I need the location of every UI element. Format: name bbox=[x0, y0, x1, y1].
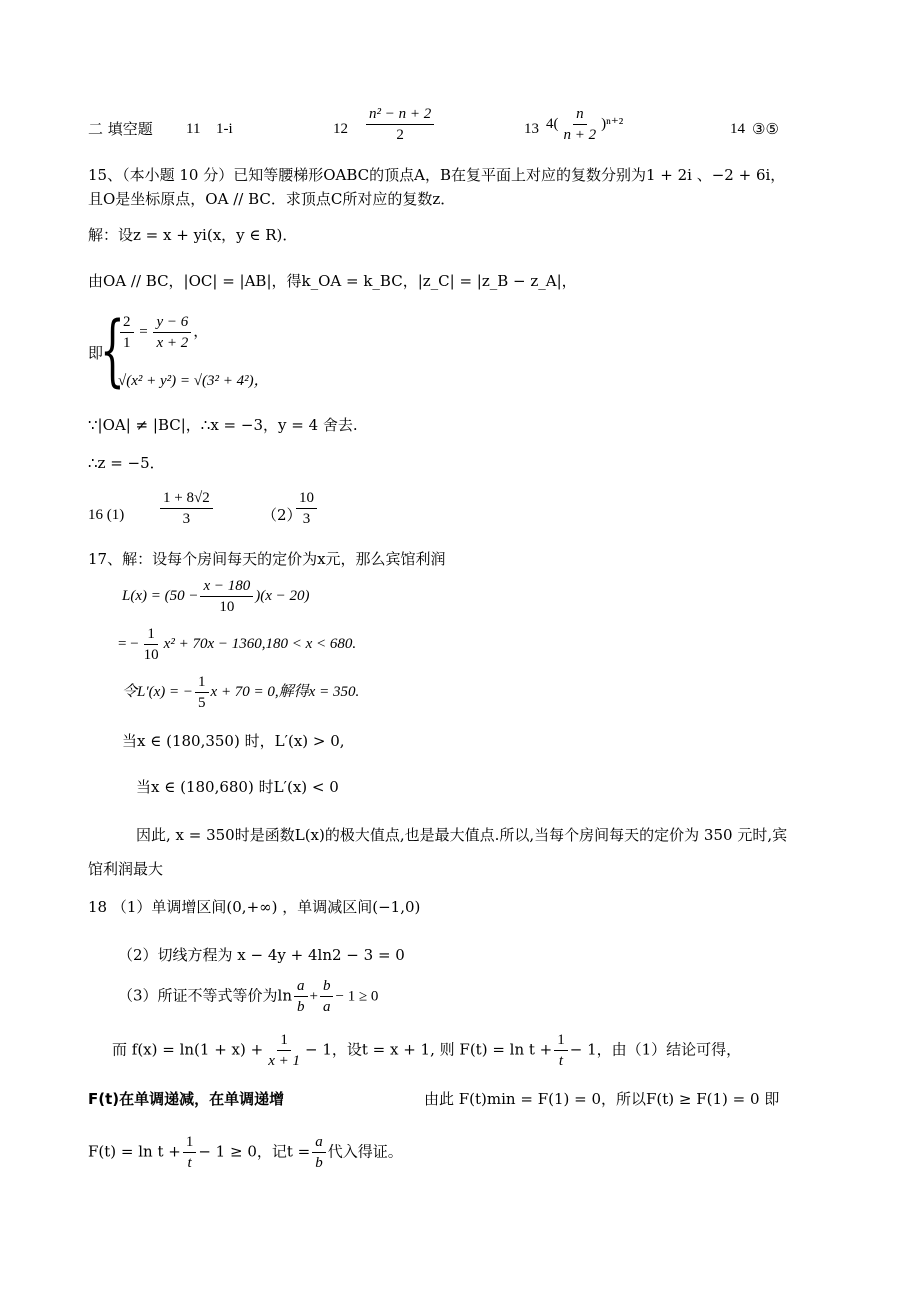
q16-a2-den: 3 bbox=[302, 511, 311, 527]
q13-frac-den: n + 2 bbox=[563, 127, 597, 143]
q18-l3-f1-num: a bbox=[294, 976, 308, 997]
q18-l3-f2-den: a bbox=[322, 999, 331, 1015]
q18-l3-a: （3）所证不等式等价为ln bbox=[118, 986, 293, 1005]
q11-number: 11 bbox=[186, 121, 201, 137]
sys1-lhs-den: 1 bbox=[123, 335, 131, 351]
q18-l4-f2-den: t bbox=[558, 1053, 564, 1069]
q18-l6-f-num: 1 bbox=[183, 1132, 197, 1153]
q18-l6-b: − 1 ≥ 0，记t = bbox=[198, 1142, 311, 1161]
q18-l6-f2-num: a bbox=[312, 1132, 326, 1153]
q14-answer: ③⑤ bbox=[752, 120, 779, 138]
q15-system-eq2: √(x² + y²) = √(3² + 4²)， bbox=[118, 373, 269, 389]
q17-intro: 17、解：设每个房间每天的定价为x元，那么宾馆利润 bbox=[88, 550, 446, 568]
q18-l6-f-den: t bbox=[187, 1155, 192, 1171]
q18-l4-f1-den: x + 1 bbox=[268, 1053, 300, 1069]
q18-l3-b: − 1 ≥ 0 bbox=[335, 988, 379, 1005]
q11-answer: 1-i bbox=[216, 121, 233, 137]
system-brace: { bbox=[100, 306, 125, 396]
sys1-tail: ， bbox=[193, 323, 209, 340]
q18-l3-f1-den: b bbox=[297, 999, 305, 1015]
q17-l2-a: = − bbox=[118, 635, 139, 652]
sys1-lhs-num: 2 bbox=[120, 312, 134, 333]
q18-final bbox=[88, 1132, 403, 1173]
q16-a1-num: 1 + 8√2 bbox=[160, 488, 213, 509]
q18-part2: （2）切线方程为 x − 4y + 4ln2 − 3 = 0 bbox=[118, 946, 405, 964]
fill-blank-title: 二 填空题 bbox=[88, 120, 153, 138]
q14-number: 14 bbox=[730, 121, 745, 137]
q17-l1-b: )(x − 20) bbox=[255, 587, 310, 604]
q18-l3-f2-num: b bbox=[320, 976, 334, 997]
sys1-rhs-num: y − 6 bbox=[153, 312, 191, 333]
q16-answer-2 bbox=[294, 488, 319, 529]
q17-l2-b: x² + 70x − 1360,180 < x < 680. bbox=[163, 635, 357, 652]
q18-l4-a: 而 f(x) = ln(1 + x) + bbox=[112, 1040, 264, 1059]
q15-solution-1: 解：设z = x + yi(x，y ∈ R)． bbox=[88, 226, 298, 244]
q15-solution-3: ∵|OA| ≠ |BC|，∴x = −3，y = 4 舍去. bbox=[88, 416, 358, 434]
q18-l4-c: − 1，由（1）结论可得， bbox=[569, 1040, 742, 1059]
q18-l4-b: − 1，设t = x + 1, 则 F(t) = ln t + bbox=[304, 1040, 553, 1059]
q13-coef: 4( bbox=[546, 115, 559, 132]
q17-l3-den: 5 bbox=[198, 695, 206, 711]
q17-conclusion-line2: 馆利润最大 bbox=[88, 860, 164, 878]
q17-l2-den: 10 bbox=[143, 647, 159, 663]
q13-exp: )ⁿ⁺² bbox=[601, 115, 624, 132]
q18-min-value: 由此 F(t)min = F(1) = 0，所以F(t) ≥ F(1) = 0 即 bbox=[424, 1090, 780, 1108]
q15-solution-4: ∴z = −5． bbox=[88, 454, 165, 472]
q17-increasing: 当x ∈ (180,350) 时，L′(x) > 0, bbox=[122, 732, 345, 750]
q15-solution-2: 由OA // BC，|OC| = |AB|，得k_OA = k_BC，|z_C| = |z_B − z_A|， bbox=[88, 272, 577, 290]
q17-l1-a: L(x) = (50 − bbox=[122, 587, 199, 604]
q16-number: 16 (1) bbox=[88, 507, 125, 523]
q17-l1-den: 10 bbox=[219, 599, 235, 615]
q17-derivative bbox=[122, 672, 359, 713]
q12-number: 12 bbox=[333, 121, 348, 137]
q17-l3-a: 令L′(x) = − bbox=[122, 683, 194, 700]
q18-l6-c: 代入得证。 bbox=[327, 1142, 403, 1161]
q12-numerator: n² − n + 2 bbox=[366, 104, 434, 125]
q12-answer bbox=[364, 104, 436, 145]
q17-l1-num: x − 180 bbox=[200, 576, 253, 597]
q17-l3-num: 1 bbox=[195, 672, 209, 693]
q16-a2-num: 10 bbox=[296, 488, 317, 509]
q16-part2-label: （2） bbox=[262, 506, 302, 524]
q13-answer bbox=[546, 104, 623, 145]
q13-number: 13 bbox=[524, 121, 539, 137]
q17-l3-b: x + 70 = 0,解得x = 350. bbox=[210, 683, 360, 700]
q17-decreasing: 当x ∈ (180,680) 时L′(x) < 0 bbox=[136, 778, 339, 796]
q15-system-eq1: $\frac{2}{1}$ = $\frac{y - 6}{x + 2}$ ， bbox=[118, 312, 208, 353]
q17-conclusion-line1: 因此, x = 350时是函数L(x)的极大值点,也是最大值点.所以,当每个房间每天的定价为 350 元时,宾 bbox=[136, 826, 788, 844]
q18-l6-a: F(t) = ln t + bbox=[88, 1142, 181, 1161]
q18-part1: 18 （1）单调增区间(0,+∞) ，单调减区间(−1,0) bbox=[88, 898, 421, 916]
q18-monotonic-note: F(t)在单调递减，在单调递增 bbox=[88, 1090, 285, 1108]
q16-answer-1 bbox=[158, 488, 215, 529]
q18-l6-f2-den: b bbox=[315, 1155, 323, 1171]
q15-system-prefix: 即 bbox=[88, 344, 104, 362]
q17-profit-formula bbox=[122, 576, 310, 617]
q18-part3 bbox=[118, 976, 378, 1017]
q13-frac-num: n bbox=[573, 104, 587, 125]
q15-statement-line1: 15、（本小题 10 分）已知等腰梯形OABC的顶点A，B在复平面上对应的复数分别为1 + 2i 、−2 + 6i， bbox=[88, 166, 786, 184]
q18-l4-f1-num: 1 bbox=[277, 1030, 291, 1051]
q17-l2-num: 1 bbox=[144, 624, 158, 645]
sys1-rhs-den: x + 2 bbox=[156, 335, 189, 351]
q18-part3-derivation bbox=[112, 1030, 741, 1071]
q18-l3-mid: + bbox=[309, 988, 318, 1005]
q12-denominator: 2 bbox=[396, 127, 404, 143]
q15-statement-line2: 且O是坐标原点，OA // BC．求顶点C所对应的复数z． bbox=[88, 190, 456, 208]
q18-l4-f2-num: 1 bbox=[554, 1030, 568, 1051]
q17-expanded bbox=[118, 624, 356, 665]
q16-a1-den: 3 bbox=[182, 511, 191, 527]
